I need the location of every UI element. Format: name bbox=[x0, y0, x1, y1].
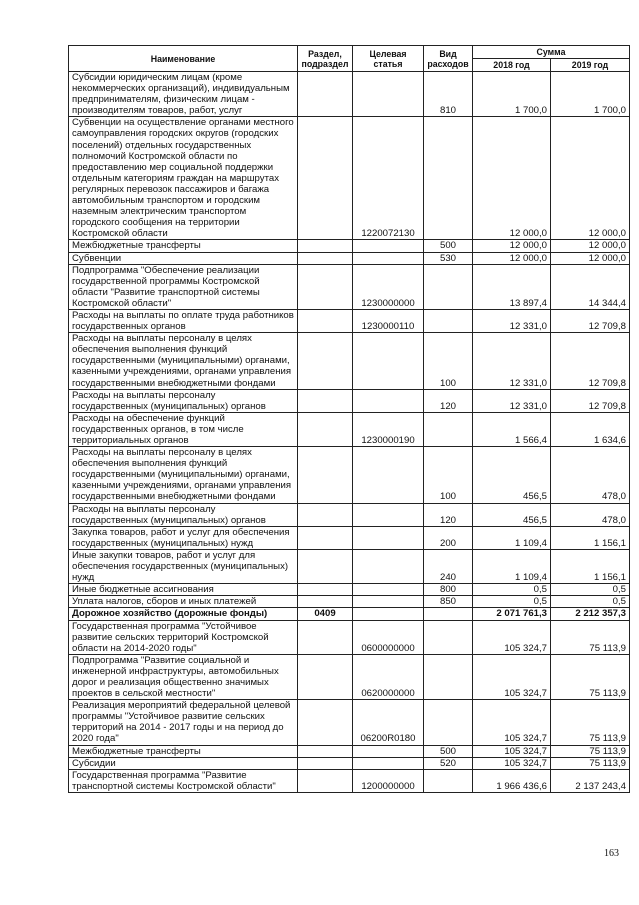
cell-art bbox=[353, 757, 424, 769]
cell-sec bbox=[298, 117, 353, 240]
cell-a18: 12 000,0 bbox=[473, 240, 551, 252]
cell-a19: 75 113,9 bbox=[551, 745, 630, 757]
header-name: Наименование bbox=[69, 46, 298, 72]
cell-art: 1220072130 bbox=[353, 117, 424, 240]
table-header bbox=[69, 46, 630, 72]
cell-a19: 75 113,9 bbox=[551, 700, 630, 745]
cell-vid: 120 bbox=[424, 389, 473, 412]
cell-a18: 105 324,7 bbox=[473, 700, 551, 745]
cell-sec bbox=[298, 503, 353, 526]
cell-art bbox=[353, 596, 424, 608]
cell-name: Межбюджетные трансферты bbox=[69, 745, 298, 757]
table-row bbox=[69, 240, 630, 252]
cell-name: Уплата налогов, сборов и иных платежей bbox=[69, 596, 298, 608]
cell-name: Государственная программа "Устойчивое развитие сельских территорий Костромской области на 2014-2020 годы" bbox=[69, 620, 298, 654]
cell-art: 1230000110 bbox=[353, 309, 424, 332]
cell-sec bbox=[298, 700, 353, 745]
cell-a18: 13 897,4 bbox=[473, 264, 551, 309]
cell-a19: 75 113,9 bbox=[551, 620, 630, 654]
cell-a18: 12 331,0 bbox=[473, 389, 551, 412]
cell-art: 1200000000 bbox=[353, 769, 424, 792]
cell-sec bbox=[298, 412, 353, 446]
cell-a18: 1 109,4 bbox=[473, 549, 551, 583]
cell-art bbox=[353, 745, 424, 757]
cell-vid: 500 bbox=[424, 745, 473, 757]
cell-a18: 105 324,7 bbox=[473, 745, 551, 757]
cell-vid bbox=[424, 654, 473, 699]
cell-name: Иные бюджетные ассигнования bbox=[69, 584, 298, 596]
cell-vid: 800 bbox=[424, 584, 473, 596]
cell-name: Расходы на выплаты по оплате труда работников государственных органов bbox=[69, 309, 298, 332]
table-row bbox=[69, 252, 630, 264]
table-row bbox=[69, 72, 630, 117]
cell-art bbox=[353, 584, 424, 596]
cell-name: Подпрограмма "Развитие социальной и инженерной инфраструктуры, автомобильных дорог и реализация общественно значимых проектов в сельской местности" bbox=[69, 654, 298, 699]
cell-art bbox=[353, 549, 424, 583]
cell-sec bbox=[298, 654, 353, 699]
cell-name: Государственная программа "Развитие транспортной системы Костромской области" bbox=[69, 769, 298, 792]
cell-art: 0600000000 bbox=[353, 620, 424, 654]
table-row bbox=[69, 757, 630, 769]
cell-art: 06200R0180 bbox=[353, 700, 424, 745]
cell-a18: 1 566,4 bbox=[473, 412, 551, 446]
cell-vid: 520 bbox=[424, 757, 473, 769]
cell-vid bbox=[424, 700, 473, 745]
table-row bbox=[69, 700, 630, 745]
cell-sec bbox=[298, 596, 353, 608]
table-row bbox=[69, 333, 630, 389]
table-row bbox=[69, 264, 630, 309]
cell-a19: 0,5 bbox=[551, 596, 630, 608]
cell-vid bbox=[424, 769, 473, 792]
cell-a19: 12 000,0 bbox=[551, 117, 630, 240]
page-number: 163 bbox=[604, 848, 619, 859]
cell-a19: 12 000,0 bbox=[551, 252, 630, 264]
table-row bbox=[69, 447, 630, 503]
cell-name: Расходы на выплаты персоналу государственных (муниципальных) органов bbox=[69, 389, 298, 412]
cell-sec bbox=[298, 389, 353, 412]
cell-name: Иные закупки товаров, работ и услуг для обеспечения государственных (муниципальных) нужд bbox=[69, 549, 298, 583]
cell-a18: 0,5 bbox=[473, 596, 551, 608]
cell-a18: 1 966 436,6 bbox=[473, 769, 551, 792]
cell-vid: 810 bbox=[424, 72, 473, 117]
cell-vid: 500 bbox=[424, 240, 473, 252]
cell-sec bbox=[298, 745, 353, 757]
cell-name: Реализация мероприятий федеральной целевой программы "Устойчивое развитие сельских территорий на 2014 - 2017 годы и на период до 2020 года" bbox=[69, 700, 298, 745]
cell-sec bbox=[298, 584, 353, 596]
table-body bbox=[69, 72, 630, 793]
cell-a18: 456,5 bbox=[473, 503, 551, 526]
cell-vid: 240 bbox=[424, 549, 473, 583]
cell-a19: 478,0 bbox=[551, 447, 630, 503]
table-row bbox=[69, 526, 630, 549]
table-row bbox=[69, 769, 630, 792]
table-row bbox=[69, 117, 630, 240]
cell-vid bbox=[424, 608, 473, 620]
cell-a18: 12 000,0 bbox=[473, 252, 551, 264]
cell-a19: 2 212 357,3 bbox=[551, 608, 630, 620]
cell-name: Субсидии юридическим лицам (кроме некоммерческих организаций), индивидуальным предпринимателям, физическим лицам - производителям товаров, работ, услуг bbox=[69, 72, 298, 117]
cell-vid: 530 bbox=[424, 252, 473, 264]
cell-vid bbox=[424, 309, 473, 332]
cell-sec bbox=[298, 757, 353, 769]
cell-art bbox=[353, 526, 424, 549]
cell-art: 1230000000 bbox=[353, 264, 424, 309]
table-row bbox=[69, 584, 630, 596]
cell-sec bbox=[298, 252, 353, 264]
cell-a19: 75 113,9 bbox=[551, 654, 630, 699]
header-year-2019: 2019 год bbox=[551, 59, 630, 72]
table-row bbox=[69, 503, 630, 526]
cell-a18: 12 000,0 bbox=[473, 117, 551, 240]
cell-a18: 105 324,7 bbox=[473, 654, 551, 699]
cell-a19: 12 000,0 bbox=[551, 240, 630, 252]
cell-name: Подпрограмма "Обеспечение реализации государственной программы Костромской области "Развитие транспортной системы Костромской области" bbox=[69, 264, 298, 309]
table-row bbox=[69, 549, 630, 583]
cell-a18: 2 071 761,3 bbox=[473, 608, 551, 620]
cell-a18: 105 324,7 bbox=[473, 620, 551, 654]
cell-sec bbox=[298, 769, 353, 792]
cell-sec: 0409 bbox=[298, 608, 353, 620]
header-kind: Вид расходов bbox=[424, 46, 473, 72]
cell-vid: 100 bbox=[424, 333, 473, 389]
cell-a19: 12 709,8 bbox=[551, 389, 630, 412]
header-article: Целевая статья bbox=[353, 46, 424, 72]
table-row bbox=[69, 309, 630, 332]
cell-art bbox=[353, 389, 424, 412]
cell-name: Субвенции на осуществление органами местного самоуправления городских округов (городских поселений) отдельных государственных полномочий Костромской области по предоставлению мер социальной поддержки отдельным категориям граждан на маршрутах регулярных перевозок пассажиров и багажа автомобильным транспортом и городским наземным электрическим транспортом городского сообщения на территории Костромской области bbox=[69, 117, 298, 240]
cell-a18: 12 331,0 bbox=[473, 333, 551, 389]
cell-sec bbox=[298, 240, 353, 252]
cell-a19: 1 156,1 bbox=[551, 526, 630, 549]
cell-name: Расходы на выплаты персоналу в целях обеспечения выполнения функций государственными (муниципальными) органами, казенными учреждениями, органами управления государственными внебюджетными фондами bbox=[69, 333, 298, 389]
cell-art bbox=[353, 72, 424, 117]
cell-vid bbox=[424, 264, 473, 309]
table-row bbox=[69, 596, 630, 608]
table-row bbox=[69, 620, 630, 654]
cell-art: 1230000190 bbox=[353, 412, 424, 446]
cell-name: Межбюджетные трансферты bbox=[69, 240, 298, 252]
cell-sec bbox=[298, 72, 353, 117]
table-row bbox=[69, 654, 630, 699]
cell-art bbox=[353, 333, 424, 389]
cell-vid bbox=[424, 620, 473, 654]
cell-sec bbox=[298, 620, 353, 654]
cell-vid: 200 bbox=[424, 526, 473, 549]
cell-name: Расходы на выплаты персоналу в целях обеспечения выполнения функций государственными (муниципальными) органами, казенными учреждениями, органами управления государственными внебюджетными фондами bbox=[69, 447, 298, 503]
cell-art bbox=[353, 447, 424, 503]
cell-a18: 105 324,7 bbox=[473, 757, 551, 769]
cell-name: Субсидии bbox=[69, 757, 298, 769]
cell-a19: 12 709,8 bbox=[551, 333, 630, 389]
cell-a19: 12 709,8 bbox=[551, 309, 630, 332]
cell-sec bbox=[298, 447, 353, 503]
cell-sec bbox=[298, 333, 353, 389]
table-row bbox=[69, 389, 630, 412]
cell-a18: 1 700,0 bbox=[473, 72, 551, 117]
cell-a18: 12 331,0 bbox=[473, 309, 551, 332]
cell-a18: 456,5 bbox=[473, 447, 551, 503]
cell-vid: 120 bbox=[424, 503, 473, 526]
cell-a19: 75 113,9 bbox=[551, 757, 630, 769]
cell-name: Субвенции bbox=[69, 252, 298, 264]
cell-vid bbox=[424, 117, 473, 240]
cell-sec bbox=[298, 549, 353, 583]
cell-sec bbox=[298, 264, 353, 309]
cell-art bbox=[353, 240, 424, 252]
header-sum: Сумма bbox=[473, 46, 630, 59]
table-row bbox=[69, 745, 630, 757]
cell-name: Расходы на обеспечение функций государственных органов, в том числе территориальных органов bbox=[69, 412, 298, 446]
table-row bbox=[69, 608, 630, 620]
cell-a19: 2 137 243,4 bbox=[551, 769, 630, 792]
cell-a19: 0,5 bbox=[551, 584, 630, 596]
header-section: Раздел, подраздел bbox=[298, 46, 353, 72]
cell-vid: 850 bbox=[424, 596, 473, 608]
cell-art bbox=[353, 252, 424, 264]
budget-table bbox=[68, 45, 630, 793]
cell-a19: 1 634,6 bbox=[551, 412, 630, 446]
table-row bbox=[69, 412, 630, 446]
cell-name: Закупка товаров, работ и услуг для обеспечения государственных (муниципальных) нужд bbox=[69, 526, 298, 549]
cell-art bbox=[353, 608, 424, 620]
header-year-2018: 2018 год bbox=[473, 59, 551, 72]
cell-sec bbox=[298, 309, 353, 332]
cell-name: Расходы на выплаты персоналу государственных (муниципальных) органов bbox=[69, 503, 298, 526]
cell-a19: 1 156,1 bbox=[551, 549, 630, 583]
cell-sec bbox=[298, 526, 353, 549]
cell-art bbox=[353, 503, 424, 526]
cell-art: 0620000000 bbox=[353, 654, 424, 699]
cell-vid bbox=[424, 412, 473, 446]
cell-a18: 0,5 bbox=[473, 584, 551, 596]
cell-a19: 478,0 bbox=[551, 503, 630, 526]
cell-vid: 100 bbox=[424, 447, 473, 503]
cell-name: Дорожное хозяйство (дорожные фонды) bbox=[69, 608, 298, 620]
cell-a19: 14 344,4 bbox=[551, 264, 630, 309]
cell-a18: 1 109,4 bbox=[473, 526, 551, 549]
cell-a19: 1 700,0 bbox=[551, 72, 630, 117]
